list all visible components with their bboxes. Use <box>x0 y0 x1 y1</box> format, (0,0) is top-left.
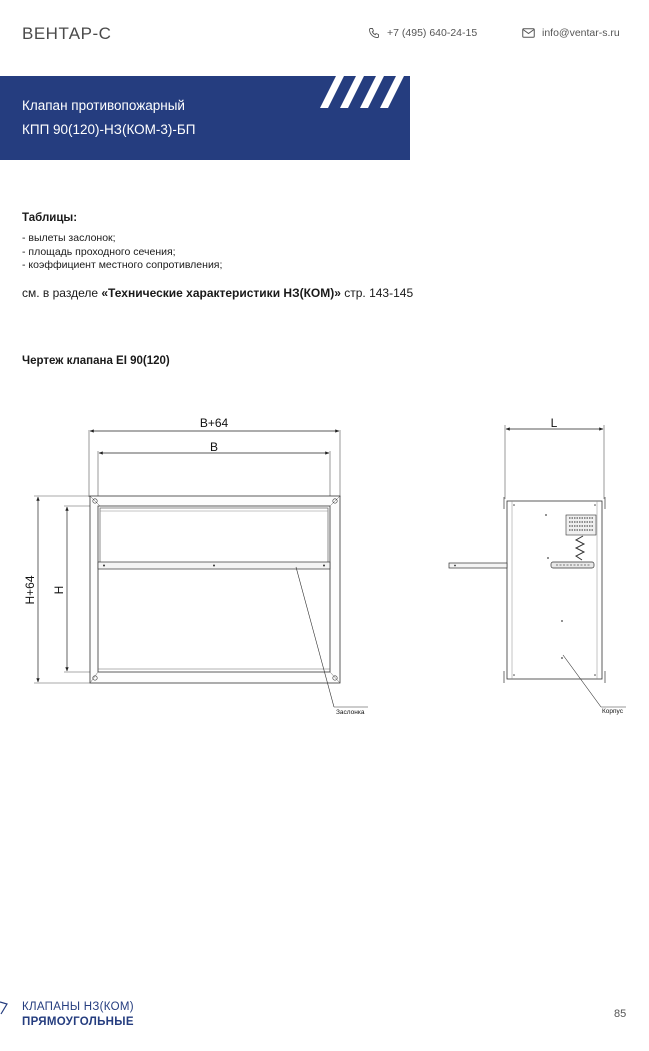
dimension-b <box>98 440 330 505</box>
front-view <box>90 496 340 683</box>
side-view <box>449 497 605 683</box>
page-number: 85 <box>614 1008 627 1020</box>
email-address: info@ventar-s.ru <box>542 27 620 39</box>
reference-section-link[interactable]: «Технические характеристики НЗ(КОМ)» <box>101 286 341 300</box>
dimension-b64 <box>89 416 340 497</box>
dimension-l <box>505 416 604 499</box>
phone-contact[interactable] <box>368 27 477 39</box>
dim-label-l: L <box>550 416 558 430</box>
reference-line <box>22 286 413 300</box>
dim-label-h64: H+64 <box>23 575 37 605</box>
footer-chevron-icon <box>0 1000 10 1016</box>
phone-icon <box>368 27 380 39</box>
tables-heading: Таблицы: <box>22 212 78 224</box>
dim-label-h: H <box>52 585 66 595</box>
brand-name: ВЕНТАР-С <box>22 24 112 43</box>
email-contact[interactable] <box>522 27 620 39</box>
reference-prefix: см. в разделе <box>22 286 102 300</box>
banner-title-line1: Клапан противопожарный <box>22 98 185 113</box>
valve-drawing <box>0 405 649 725</box>
dim-label-b64: B+64 <box>199 416 229 430</box>
list-item: - вылеты заслонок; <box>22 232 116 244</box>
dim-label-b: B <box>209 440 219 454</box>
phone-number: +7 (495) 640-24-15 <box>387 27 478 39</box>
banner-title-line2: КПП 90(120)-НЗ(КОМ-3)-БП <box>22 122 196 137</box>
title-banner <box>0 76 410 160</box>
footer-section-line1: КЛАПАНЫ НЗ(КОМ) <box>22 1001 134 1013</box>
label-body: Корпус <box>602 708 623 715</box>
banner-stripes-icon <box>318 76 410 110</box>
label-damper: Заслонка <box>336 709 365 716</box>
reference-pages: стр. 143-145 <box>340 286 414 300</box>
list-item: - коэффициент местного сопротивления; <box>22 259 223 271</box>
mail-icon <box>522 28 535 38</box>
footer-section-line2: ПРЯМОУГОЛЬНЫЕ <box>22 1016 134 1028</box>
tables-list <box>22 232 222 273</box>
drawing-title: Чертеж клапана EI 90(120) <box>22 355 170 367</box>
list-item: - площадь проходного сечения; <box>22 245 176 258</box>
